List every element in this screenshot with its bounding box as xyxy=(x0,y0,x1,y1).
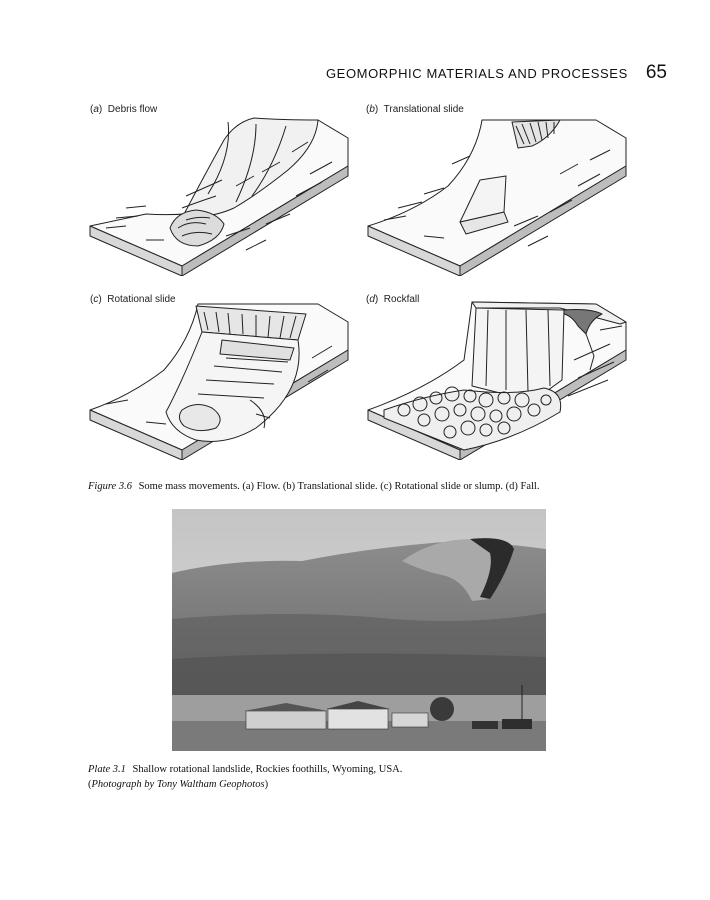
translational-slide-diagram xyxy=(364,116,630,276)
figure-caption-label: Figure 3.6 xyxy=(88,481,132,492)
landslide-photograph xyxy=(172,509,546,751)
rotational-slide-diagram xyxy=(86,300,352,460)
plate-caption-text: Shallow rotational landslide, Rockies foothills, Wyoming, USA. xyxy=(132,764,403,775)
plate-caption: Plate 3.1 Shallow rotational landslide, Rockies foothills, Wyoming, USA. (Photograph by Tony Waltham Geophotos) xyxy=(88,764,403,790)
panel-label-c: (c) Rotational slide xyxy=(90,294,176,305)
running-title: GEOMORPHIC MATERIALS AND PROCESSES xyxy=(325,65,628,81)
panel-label-b: (b) Translational slide xyxy=(366,104,464,115)
plate-caption-label: Plate 3.1 xyxy=(88,764,126,775)
panel-label-a: (a) Debris flow xyxy=(90,104,158,115)
figure-caption-text: Some mass movements. (a) Flow. (b) Translational slide. (c) Rotational slide or slump. (d) Fall. xyxy=(138,481,540,492)
panel-label-d: (d) Rockfall xyxy=(366,294,420,305)
figure-caption xyxy=(88,481,688,492)
running-head xyxy=(0,62,667,84)
page-number: 65 xyxy=(645,62,667,83)
photo-credit: Photograph by Tony Waltham Geophotos xyxy=(91,779,265,790)
debris-flow-diagram xyxy=(86,116,352,276)
rockfall-diagram xyxy=(364,300,630,460)
